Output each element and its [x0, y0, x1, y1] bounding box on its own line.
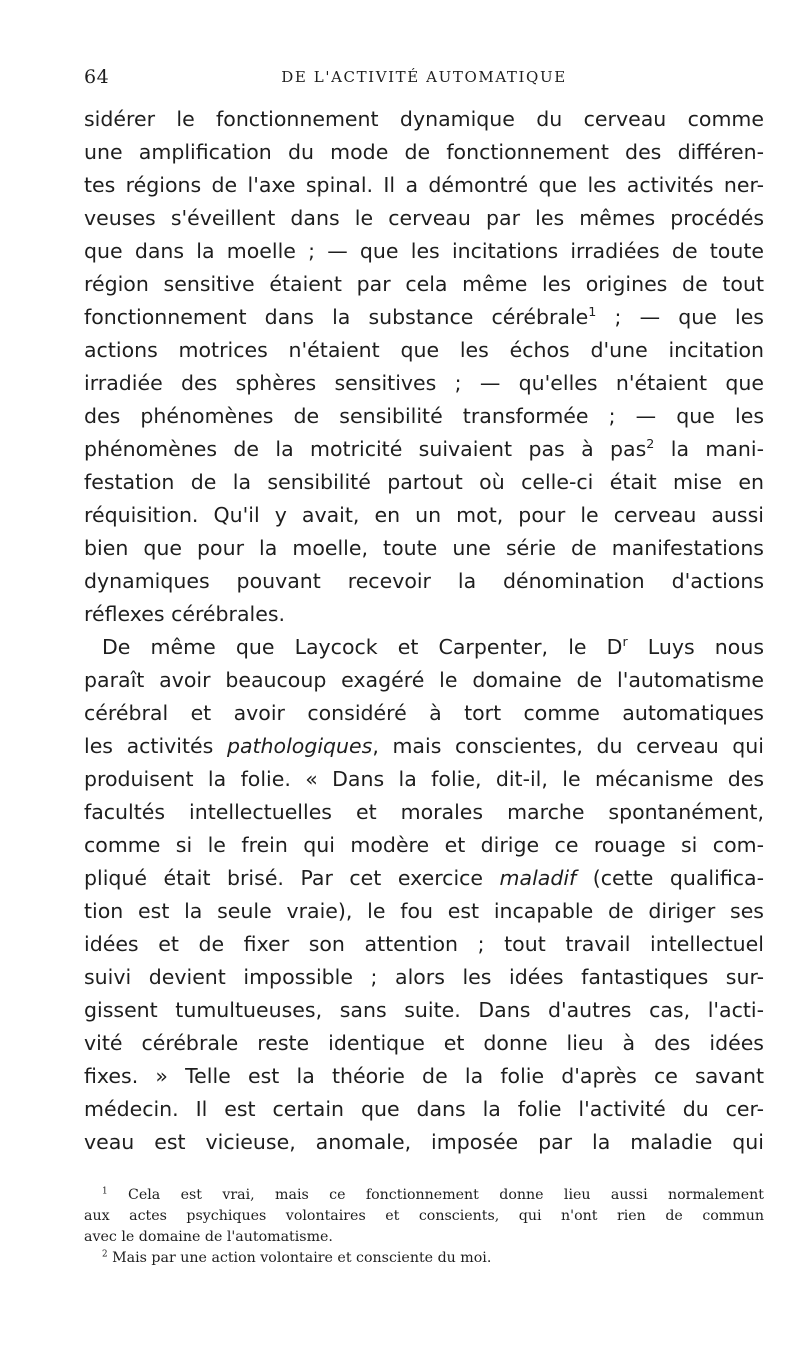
page-header [84, 66, 764, 90]
footnote-ref: 2 [646, 436, 655, 452]
text-line: dynamiques pouvant recevoir la dénomination d'actions [84, 569, 764, 593]
text-line [84, 631, 764, 664]
text-line: réflexes cérébrales. [84, 602, 286, 626]
footnote-text: Mais par une action volontaire et consciente du moi. [107, 1250, 492, 1266]
running-title: DE L'ACTIVITÉ AUTOMATIQUE [281, 68, 567, 86]
text-line: une amplification du mode de fonctionnement des différen- [84, 140, 764, 164]
footnotes [84, 1185, 764, 1269]
text-fragment: ; — que les [596, 305, 764, 329]
text-line: tes régions de l'axe spinal. Il a démontré que les activités ner- [84, 173, 764, 197]
text-line: paraît avoir beaucoup exagéré le domaine de l'automatisme [84, 668, 764, 692]
text-line [84, 862, 764, 895]
text-fragment: phénomènes de la motricité suivaient pas à pas [84, 437, 647, 461]
footnote-1-cont: aux actes psychiques volontaires et conscients, qui n'ont rien de commun [84, 1208, 764, 1224]
text-line: irradiée des sphères sensitives ; — qu'elles n'étaient que [84, 371, 764, 395]
italic-term: maladif [499, 866, 577, 890]
footnote-2 [84, 1248, 764, 1269]
text-fragment: , mais conscientes, du cerveau qui [372, 734, 764, 758]
text-line: gissent tumultueuses, sans suite. Dans d'autres cas, l'acti- [84, 998, 764, 1022]
footnote-ref: 1 [588, 304, 597, 320]
text-line: comme si le frein qui modère et dirige ce rouage si com- [84, 833, 764, 857]
text-line: sidérer le fonctionnement dynamique du cerveau comme [84, 107, 764, 131]
text-line: cérébral et avoir considéré à tort comme automatiques [84, 701, 764, 725]
text-line: médecin. Il est certain que dans la folie l'activité du cer- [84, 1097, 764, 1121]
text-line [84, 301, 764, 334]
italic-term: pathologiques [226, 734, 373, 758]
footnote-text: Cela est vrai, mais ce fonctionnement donne lieu aussi normalement [107, 1187, 764, 1203]
text-fragment: Luys nous [627, 635, 765, 659]
footnote-mark: 2 [102, 1249, 108, 1260]
text-line: veau est vicieuse, anomale, imposée par la maladie qui [84, 1130, 764, 1154]
page-number: 64 [84, 66, 110, 88]
text-line: veuses s'éveillent dans le cerveau par les mêmes procédés [84, 206, 764, 230]
text-fragment: pliqué était brisé. Par cet exercice [84, 866, 484, 890]
footnote-1 [84, 1185, 764, 1206]
text-line: facultés intellectuelles et morales marche spontanément, [84, 800, 764, 824]
text-line: que dans la moelle ; — que les incitations irradiées de toute [84, 239, 764, 263]
text-line: produisent la folie. « Dans la folie, dit-il, le mécanisme des [84, 767, 764, 791]
text-line: bien que pour la moelle, toute une série de manifestations [84, 536, 764, 560]
text-fragment: la mani- [654, 437, 764, 461]
text-line: vité cérébrale reste identique et donne lieu à des idées [84, 1031, 764, 1055]
text-line: suivi devient impossible ; alors les idées fantastiques sur- [84, 965, 764, 989]
text-line [84, 730, 764, 763]
footnote-mark: 1 [102, 1186, 108, 1197]
footnote-1-cont: avec le domaine de l'automatisme. [84, 1229, 333, 1245]
body-text [84, 103, 764, 1159]
text-fragment: fonctionnement dans la substance cérébrale [84, 305, 589, 329]
text-line: festation de la sensibilité partout où celle-ci était mise en [84, 470, 764, 494]
text-line [84, 433, 764, 466]
text-line: fixes. » Telle est la théorie de la folie d'après ce savant [84, 1064, 764, 1088]
text-line: des phénomènes de sensibilité transformée ; — que les [84, 404, 764, 428]
text-fragment: De même que Laycock et Carpenter, le D [102, 635, 623, 659]
text-fragment: (cette qualifica- [576, 866, 764, 890]
text-line: région sensitive étaient par cela même les origines de tout [84, 272, 764, 296]
text-line: tion est la seule vraie), le fou est incapable de diriger ses [84, 899, 764, 923]
title-abbreviation: r [622, 634, 628, 650]
text-fragment: les activités [84, 734, 214, 758]
text-line: actions motrices n'étaient que les échos d'une incitation [84, 338, 764, 362]
text-line: réquisition. Qu'il y avait, en un mot, pour le cerveau aussi [84, 503, 764, 527]
text-line: idées et de fixer son attention ; tout travail intellectuel [84, 932, 764, 956]
